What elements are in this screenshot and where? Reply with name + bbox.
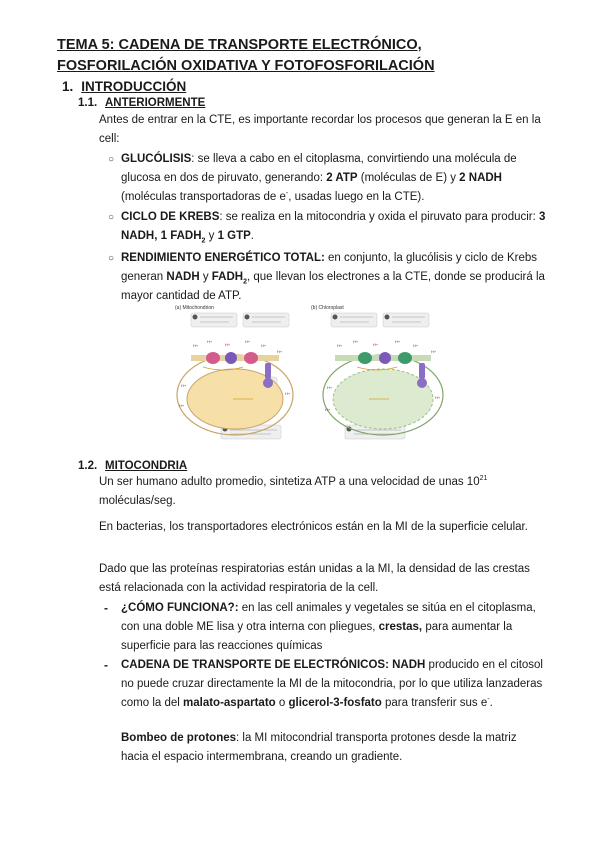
term-como-funciona: ¿CÓMO FUNCIONA?: (121, 602, 239, 614)
bullet-text: , que llevan los electrones a la CTE, donde se producirá la mayor cantidad de ATP. (121, 271, 545, 302)
term-cadena-transporte: CADENA DE TRANSPORTE DE ELECTRÓNICOS: (121, 659, 389, 671)
item-text: . (489, 697, 493, 709)
como-funciona-item (121, 599, 546, 656)
svg-text:H+: H+ (181, 383, 187, 388)
superscript: - (487, 696, 490, 704)
subsection-title: MITOCONDRIA (105, 460, 188, 472)
svg-text:H+: H+ (435, 395, 441, 400)
bullet-circle-icon: ○ (108, 253, 115, 264)
bold-value (211, 271, 247, 286)
bullet-text: y (199, 271, 212, 283)
svg-text:H+: H+ (373, 342, 379, 347)
subsection-number: 1.1. (78, 97, 98, 109)
subsection-heading-anteriormente (78, 95, 205, 111)
svg-text:H+: H+ (277, 349, 283, 354)
term-bombeo-protones: Bombeo de protones (121, 732, 237, 744)
bold-value: 1 GTP (217, 230, 251, 242)
svg-text:H+: H+ (327, 385, 333, 390)
mitochondrion-chloroplast-figure (173, 303, 453, 446)
svg-text:H+: H+ (395, 339, 401, 344)
bullet-rendimiento (121, 249, 546, 306)
term-ciclo-krebs: CICLO DE KREBS (121, 211, 220, 223)
term-glucolisis: GLUCÓLISIS (121, 153, 192, 165)
respiratory-proteins-paragraph: Dado que las proteínas respiratorias están unidas a la MI, la densidad de las crestas está relacionada con la actividad respiratoria de la cell. (99, 563, 530, 594)
paragraph-text: Un ser humano adulto promedio, sintetiza ATP a una velocidad de unas 10 (99, 476, 480, 488)
svg-text:H+: H+ (285, 391, 291, 396)
dash-bullet-icon: - (104, 658, 108, 672)
bold-value: 2 ATP (326, 172, 358, 184)
section-heading-introduccion (62, 78, 186, 96)
svg-text:H+: H+ (325, 407, 331, 412)
svg-text:H+: H+ (225, 342, 231, 347)
superscript: 21 (479, 475, 488, 483)
paragraph-text: : la MI mitocondrial transporta protones desde la matriz hacia el espacio intermembrana, creando un gradiente. (121, 732, 517, 763)
svg-text:H+: H+ (179, 403, 185, 408)
svg-text:H+: H+ (353, 339, 359, 344)
bold-value: glicerol-3-fosfato (288, 697, 382, 709)
atp-rate-paragraph (99, 473, 539, 511)
intro-paragraph: Antes de entrar en la CTE, es importante recordar los procesos que generan la E en la cell: (99, 114, 541, 145)
bullet-circle-icon: ○ (108, 212, 115, 223)
subscript: 2 (201, 237, 206, 245)
subscript: 2 (243, 278, 247, 286)
section-title: INTRODUCCIÓN (81, 79, 187, 94)
bullet-text: en conjunto, la glucólisis y ciclo de Krebs generan (121, 252, 538, 283)
bold-text: 3 NADH, 1 FADH (121, 211, 546, 242)
bombeo-protones-paragraph (121, 729, 546, 767)
item-text: para aumentar la superficie para las reacciones químicas (121, 621, 513, 652)
bold-value: NADH (166, 271, 200, 283)
bullet-ciclo-krebs (121, 208, 546, 246)
svg-text:H+: H+ (261, 343, 267, 348)
bold-text: FADH (211, 271, 244, 283)
bold-value: NADH (392, 659, 426, 671)
subsection-title: ANTERIORMENTE (105, 97, 206, 109)
bullet-text: y (205, 230, 218, 242)
item-text: o (275, 697, 289, 709)
bullet-text: . (250, 230, 254, 242)
item-text: en las cell animales y vegetales se sitúa en el citoplasma, con una doble ME lisa y otra interna con pliegues, (121, 602, 536, 633)
bullet-text: (moléculas transportadoras de e (121, 191, 286, 203)
membrane-protein-complexes (206, 352, 412, 364)
document-title-line1: TEMA 5: CADENA DE TRANSPORTE ELECTRÓNICO, (57, 37, 422, 53)
superscript: - (285, 190, 289, 198)
svg-text:H+: H+ (193, 343, 199, 348)
bacteria-paragraph: En bacterias, los transportadores electrónicos están en la MI de la superficie celular. (99, 521, 528, 533)
bullet-text: : se lleva a cabo en el citoplasma, convirtiendo una molécula de glucosa en dos de piruvato, generando: (121, 153, 517, 184)
svg-text:H+: H+ (413, 343, 419, 348)
dash-bullet-icon: - (104, 601, 108, 615)
svg-text:H+: H+ (207, 339, 213, 344)
document-title-line2: FOSFORILACIÓN OXIDATIVA Y FOTOFOSFORILACIÓN (57, 58, 435, 74)
svg-text:H+: H+ (337, 343, 343, 348)
figure-svg (173, 303, 453, 446)
bullet-text: , usadas luego en la CTE). (288, 191, 425, 203)
cadena-transporte-item (121, 656, 546, 713)
bold-value: 2 NADH (459, 172, 502, 184)
bullet-circle-icon: ○ (108, 154, 115, 165)
term-rendimiento: RENDIMIENTO ENERGÉTICO TOTAL: (121, 252, 325, 264)
paragraph-text: moléculas/seg. (99, 495, 176, 507)
svg-text:H+: H+ (245, 339, 251, 344)
bullet-glucolisis (121, 150, 546, 207)
svg-text:H+: H+ (431, 349, 437, 354)
bullet-text: : se realiza en la mitocondria y oxida el piruvato para producir: (219, 211, 540, 223)
bullet-text: (moléculas de E) y (357, 172, 460, 184)
bold-value: crestas, (378, 621, 423, 633)
subsection-number: 1.2. (78, 460, 98, 472)
section-number: 1. (62, 79, 74, 94)
bold-value: malato-aspartato (183, 697, 276, 709)
item-text: producido en el citosol no puede cruzar directamente la MI de la mitocondria, por lo que utiliza lanzaderas como la del (121, 659, 543, 709)
item-text: para transferir sus e (381, 697, 488, 709)
subsection-heading-mitocondria (78, 458, 187, 474)
figure-label-b: (b) Chloroplast (311, 305, 344, 311)
figure-label-a: (a) Mitochondrion (175, 305, 214, 311)
